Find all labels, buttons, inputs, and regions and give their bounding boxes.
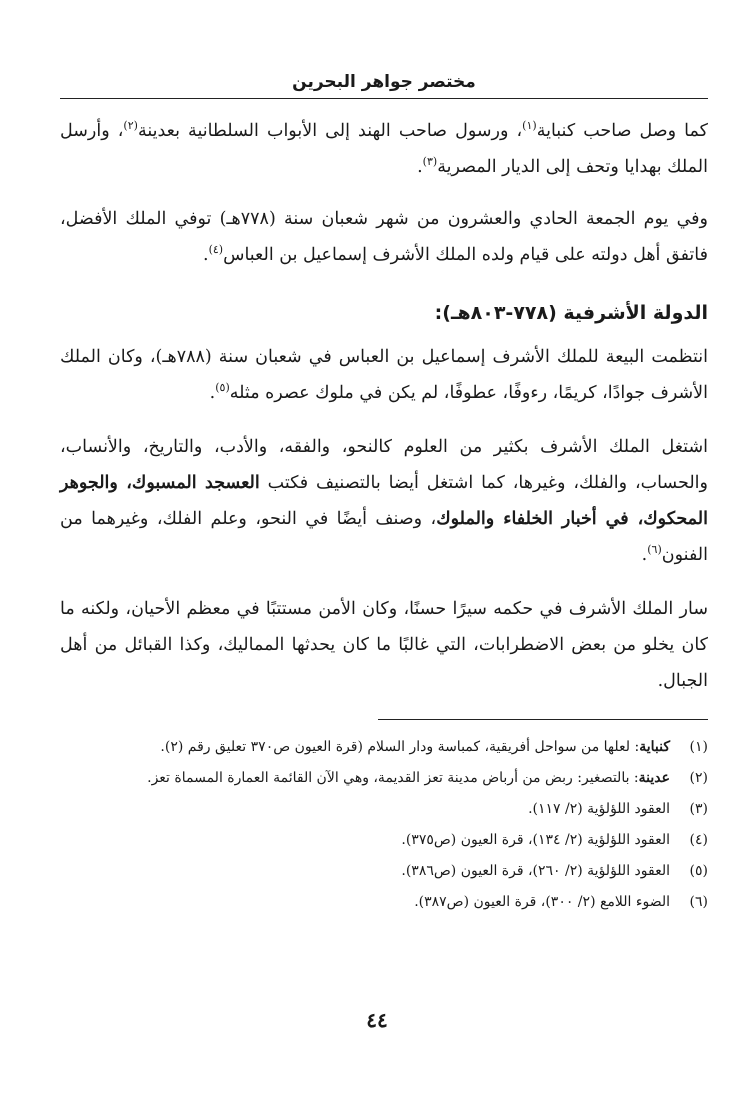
footnote-ref-3[interactable]: (٣) — [422, 155, 438, 169]
footnote-ref-4[interactable]: (٤) — [208, 243, 224, 257]
book-page — [60, 72, 708, 918]
paragraph-text: . — [417, 157, 423, 177]
paragraph-4 — [60, 429, 708, 573]
footnote-number: (٦) — [689, 894, 708, 910]
paragraph-text: ، ورسول صاحب الهند إلى الأبواب السلطانية بعدينة — [137, 121, 523, 141]
paragraph-text: اشتغل الملك الأشرف بكثير من العلوم كالنحو، والفقه، والأدب، والتاريخ، والأنساب، والحساب، والفلك، وغيرها، كما اشتغل أيضا بالتصنيف فكتب — [60, 437, 708, 493]
paragraph-text: كما وصل صاحب كنباية — [536, 121, 708, 141]
footnote-number: (٤) — [689, 832, 708, 848]
footnote-ref-1[interactable]: (١) — [522, 119, 537, 133]
paragraph-3 — [60, 339, 708, 411]
footnote-term: كنباية — [639, 739, 670, 755]
footnote-text: : بالتصغير: ربض من أرباض مدينة تعز القديمة، وهي الآن القائمة العمارة المسماة تعز. — [147, 770, 639, 786]
footnote-text: العقود اللؤلؤية (٢/ ١١٧). — [528, 801, 670, 817]
paragraph-2 — [60, 201, 708, 273]
footnote-number: (٣) — [689, 801, 708, 817]
footnote-number: (٢) — [689, 770, 708, 786]
paragraph-text: ، وصنف أيضًا في النحو، وعلم الفلك، وغيرهما من الفنون — [60, 509, 708, 565]
paragraph-1 — [60, 113, 708, 185]
footnote-ref-2[interactable]: (٢) — [123, 119, 138, 133]
paragraph-text: وفي يوم الجمعة الحادي والعشرون من شهر شعبان سنة (٧٧٨هـ) توفي الملك الأفضل، فاتفق أهل دولته على قيام ولده الملك الأشرف إسماعيل بن العباس — [60, 209, 708, 265]
running-header: مختصر جواهر البحرين — [60, 72, 708, 99]
footnote-divider — [378, 719, 708, 720]
paragraph-text: ، وأرسل الملك بهدايا وتحف إلى الديار المصرية — [60, 121, 708, 177]
footnote-item — [60, 732, 708, 763]
footnotes-list — [60, 732, 708, 918]
paragraph-text: . — [209, 383, 216, 403]
footnote-ref-6[interactable]: (٦) — [647, 543, 662, 557]
paragraph-text: . — [641, 545, 648, 565]
paragraph-5: سار الملك الأشرف في حكمه سيرًا حسنًا، وكان الأمن مستتبًا في معظم الأحيان، ولكنه ما كان يخلو من بعض الاضطرابات، التي غالبًا ما كان يحدثها المماليك، وكذا القبائل من أهل الجبال. — [60, 599, 708, 691]
footnote-text: الضوء اللامع (٢/ ٣٠٠)، قرة العيون (ص٣٨٧). — [414, 894, 670, 910]
footnote-text: العقود اللؤلؤية (٢/ ٢٦٠)، قرة العيون (ص٣٨٦). — [401, 863, 670, 879]
paragraph-text: انتظمت البيعة للملك الأشرف إسماعيل بن العباس في شعبان سنة (٧٨٨هـ)، وكان الملك الأشرف جوادًا، كريمًا، رءوفًا، عطوفًا، لم يكن في ملوك عصره مثله — [60, 347, 708, 403]
footnote-item — [60, 825, 708, 856]
footnote-number: (٥) — [689, 863, 708, 879]
footnote-item — [60, 887, 708, 918]
footnote-term: عدينة — [638, 770, 670, 786]
footnote-ref-5[interactable]: (٥) — [215, 381, 230, 395]
section-heading: الدولة الأشرفية (٧٧٨-٨٠٣هـ): — [434, 302, 708, 324]
footnote-item — [60, 794, 708, 825]
book-title: العسجد المسبوك، والجوهر المحكوك، في أخبار الخلفاء والملوك — [60, 473, 708, 529]
paragraph-text: . — [202, 245, 209, 265]
footnote-text: العقود اللؤلؤية (٢/ ١٣٤)، قرة العيون (ص٣٧٥). — [401, 832, 670, 848]
page-number: ٤٤ — [366, 1008, 388, 1032]
footnote-number: (١) — [689, 739, 708, 755]
footnote-text: : لعلها من سواحل أفريقية، كمباسة ودار السلام (قرة العيون ص٣٧٠ تعليق رقم (٢). — [160, 739, 640, 755]
footnote-item — [60, 763, 708, 794]
footnote-item — [60, 856, 708, 887]
